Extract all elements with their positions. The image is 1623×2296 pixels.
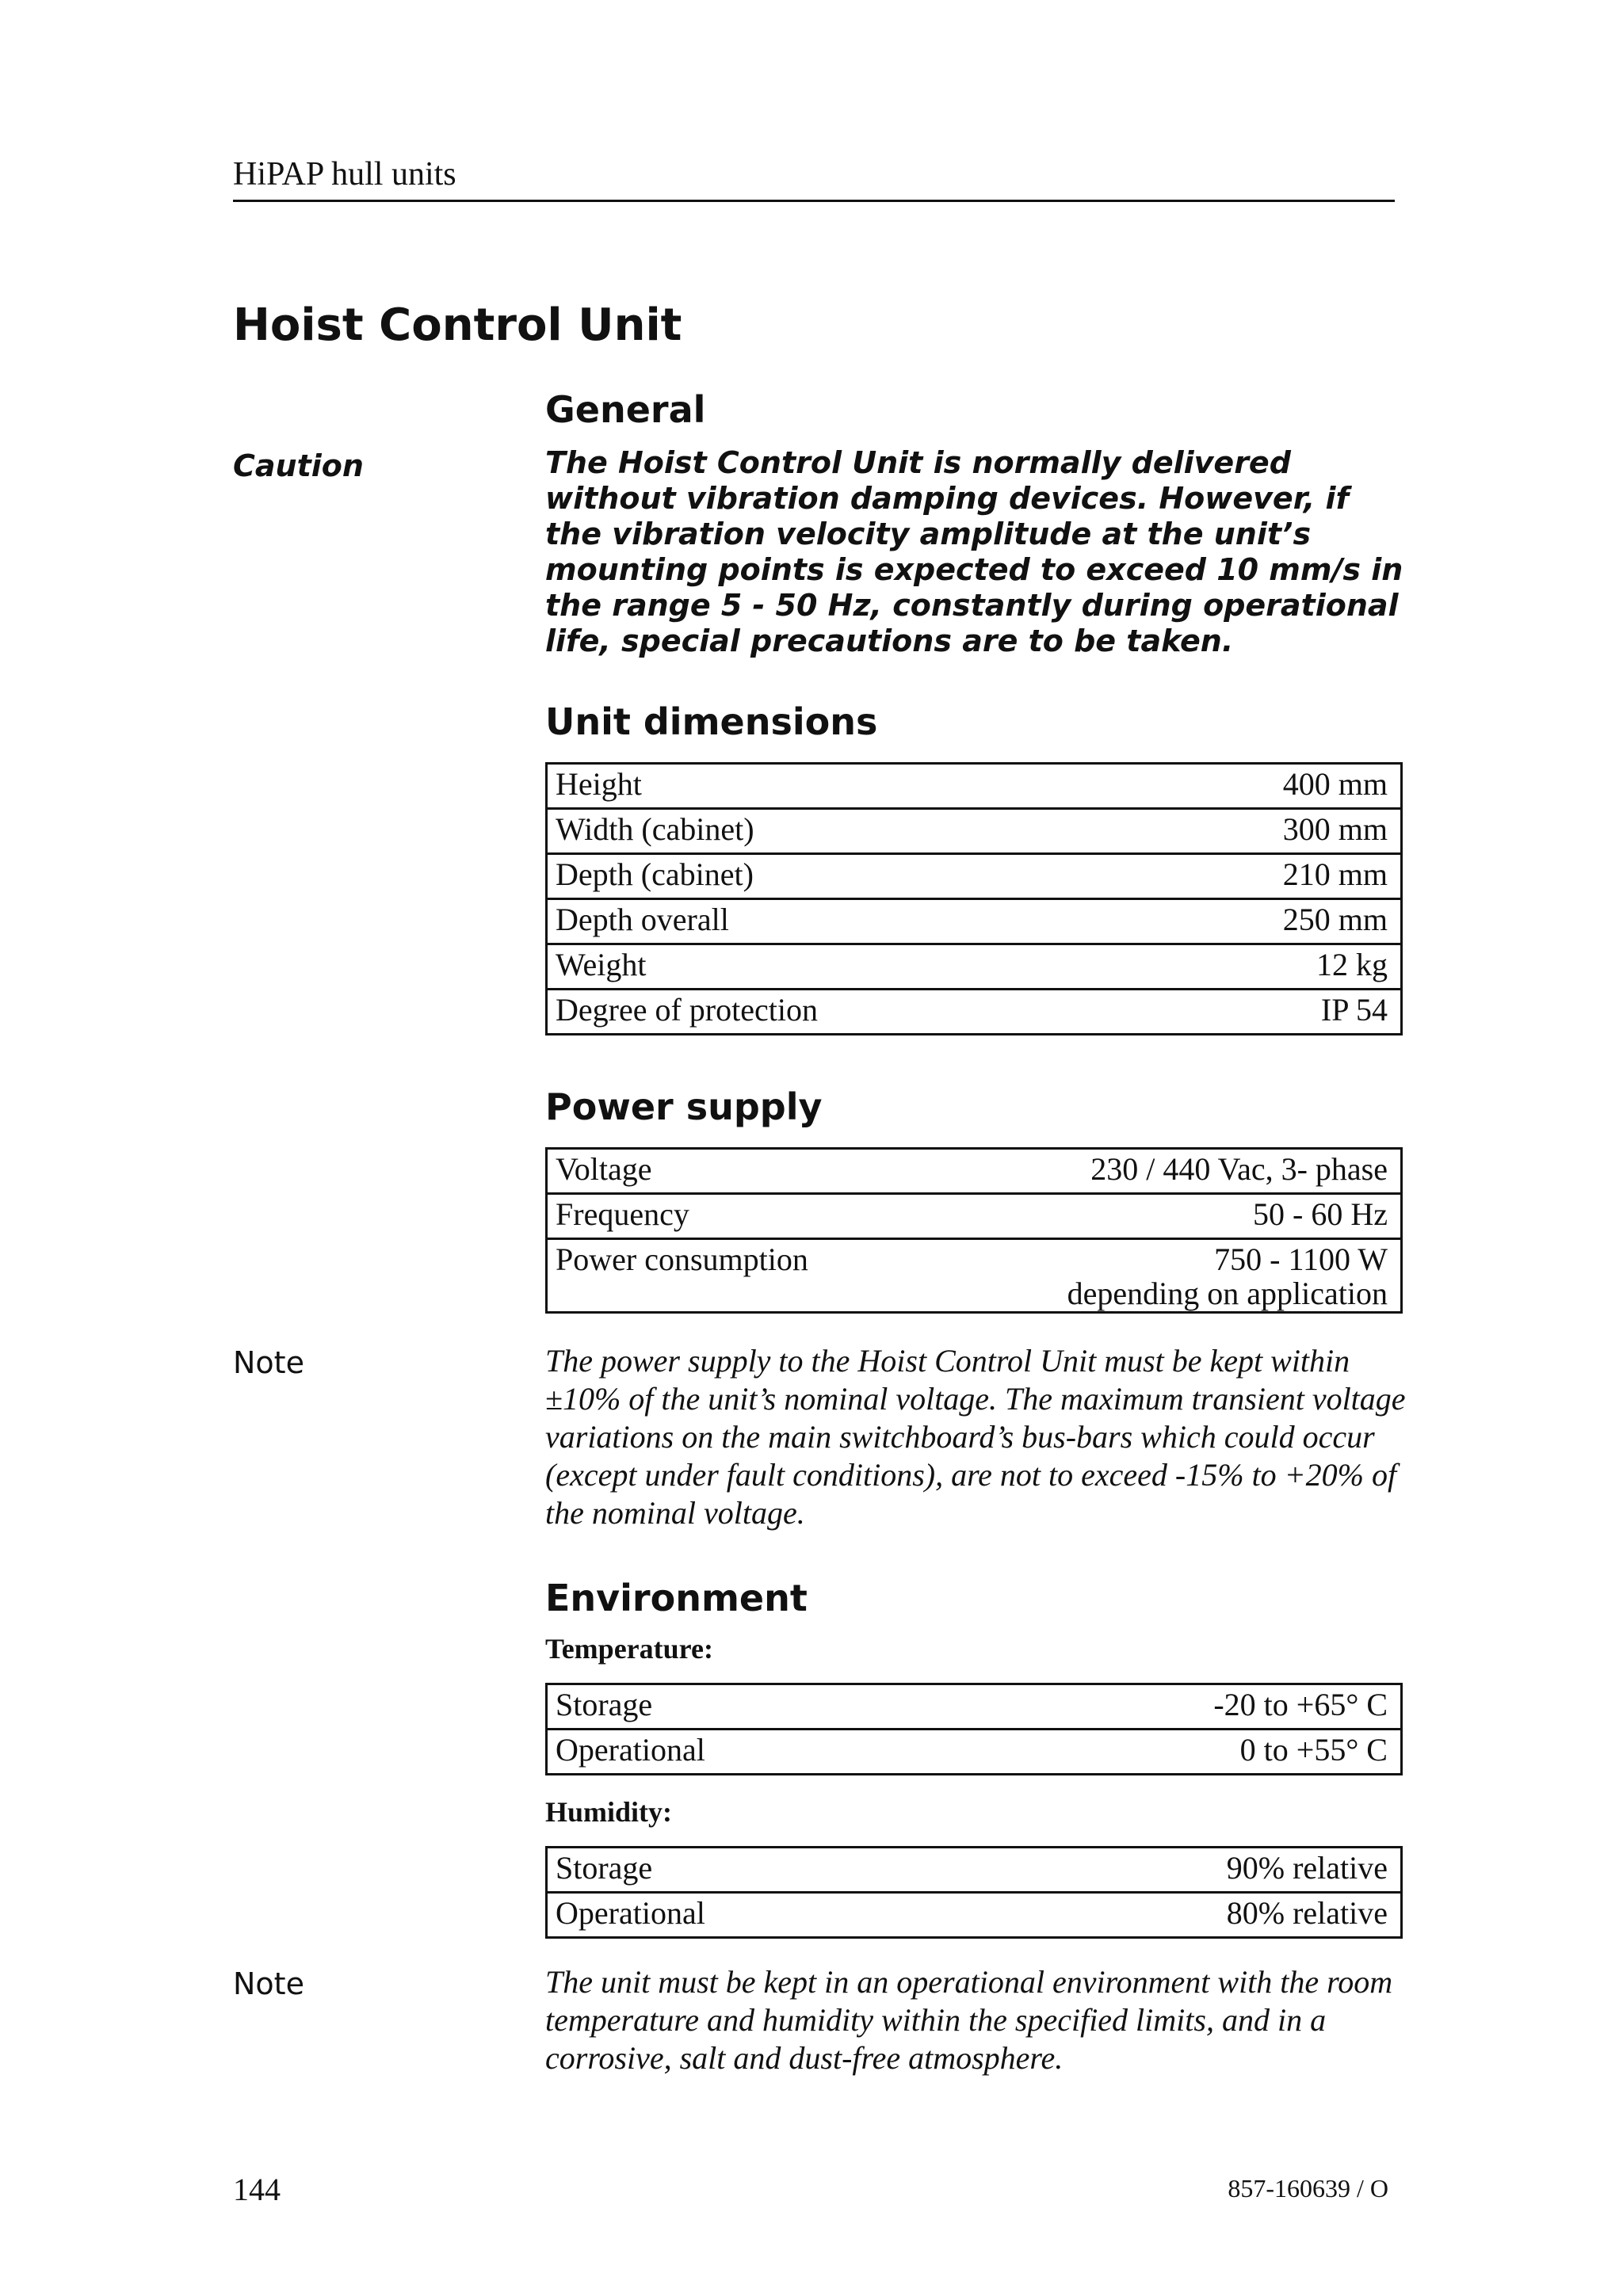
table-row [547, 809, 1402, 854]
row-value-line2: depending on application [1067, 1276, 1388, 1311]
temperature-table [545, 1683, 1403, 1775]
table-row [547, 1730, 1402, 1775]
row-label: Weight [547, 944, 1138, 990]
table-row [547, 854, 1402, 899]
row-value: 80% relative [960, 1893, 1402, 1938]
row-label: Width (cabinet) [547, 809, 1138, 854]
row-label: Depth overall [547, 899, 1138, 944]
running-header: HiPAP hull units [233, 156, 456, 193]
row-label: Voltage [547, 1149, 927, 1194]
environment-note-text: The unit must be kept in an operational environment with the room temperature and humidity within the specified limits, and in a corrosive, salt and dust-free atmosphere. [545, 1964, 1393, 2076]
row-label: Power consumption [547, 1239, 927, 1313]
header-rule [233, 200, 1395, 202]
row-value: 300 mm [1138, 809, 1402, 854]
row-label: Storage [547, 1848, 960, 1893]
page-title: Hoist Control Unit [233, 299, 682, 351]
row-label: Storage [547, 1684, 946, 1730]
temperature-label: Temperature: [545, 1633, 713, 1665]
unit-dimensions-heading: Unit dimensions [545, 700, 878, 743]
table-row [547, 944, 1402, 990]
table-row [547, 990, 1402, 1035]
environment-heading: Environment [545, 1577, 808, 1619]
row-label: Depth (cabinet) [547, 854, 1138, 899]
humidity-label: Humidity: [545, 1796, 673, 1828]
row-value-line1: 750 - 1100 W [1214, 1241, 1388, 1277]
row-value: 250 mm [1138, 899, 1402, 944]
document-number: 857-160639 / O [1228, 2174, 1388, 2203]
power-note-text: The power supply to the Hoist Control Unit must be kept within ±10% of the unit’s nominal voltage. The maximum transient voltage variations on the main switchboard’s bus-bars which could occur (except under fault conditions), are not to exceed -15% to +20% of the nominal voltage. [545, 1343, 1406, 1531]
row-label: Frequency [547, 1194, 927, 1239]
table-row [547, 899, 1402, 944]
power-supply-table [545, 1147, 1403, 1314]
row-value: 90% relative [960, 1848, 1402, 1893]
general-heading: General [545, 388, 706, 431]
row-value: 230 / 440 Vac, 3- phase [927, 1149, 1402, 1194]
page-number: 144 [233, 2172, 281, 2207]
caution-text: The Hoist Control Unit is normally delivered without vibration damping devices. However, if the vibration velocity amplitude at the unit’s mounting points is expected to exceed 10 mm/s in the range 5 - 50 Hz, constantly during operational life, special precautions are to be taken. [545, 445, 1403, 658]
unit-dimensions-table [545, 762, 1403, 1035]
caution-label: Caution [233, 448, 364, 483]
table-row [547, 1194, 1402, 1239]
table-row [547, 1239, 1402, 1313]
row-value: 12 kg [1138, 944, 1402, 990]
row-value: IP 54 [1138, 990, 1402, 1035]
note-label: Note [233, 1345, 304, 1380]
row-label: Degree of protection [547, 990, 1138, 1035]
row-label: Operational [547, 1893, 960, 1938]
row-value: 0 to +55° C [945, 1730, 1401, 1775]
row-value: 210 mm [1138, 854, 1402, 899]
row-label: Height [547, 764, 1138, 809]
note-label: Note [233, 1966, 304, 2001]
row-label: Operational [547, 1730, 946, 1775]
row-value: 50 - 60 Hz [927, 1194, 1402, 1239]
table-row [547, 1848, 1402, 1893]
table-row [547, 1149, 1402, 1194]
row-value: 400 mm [1138, 764, 1402, 809]
table-row [547, 764, 1402, 809]
power-supply-heading: Power supply [545, 1085, 823, 1128]
row-value [927, 1239, 1402, 1313]
humidity-table [545, 1846, 1403, 1939]
row-value: -20 to +65° C [945, 1684, 1401, 1730]
table-row [547, 1684, 1402, 1730]
table-row [547, 1893, 1402, 1938]
